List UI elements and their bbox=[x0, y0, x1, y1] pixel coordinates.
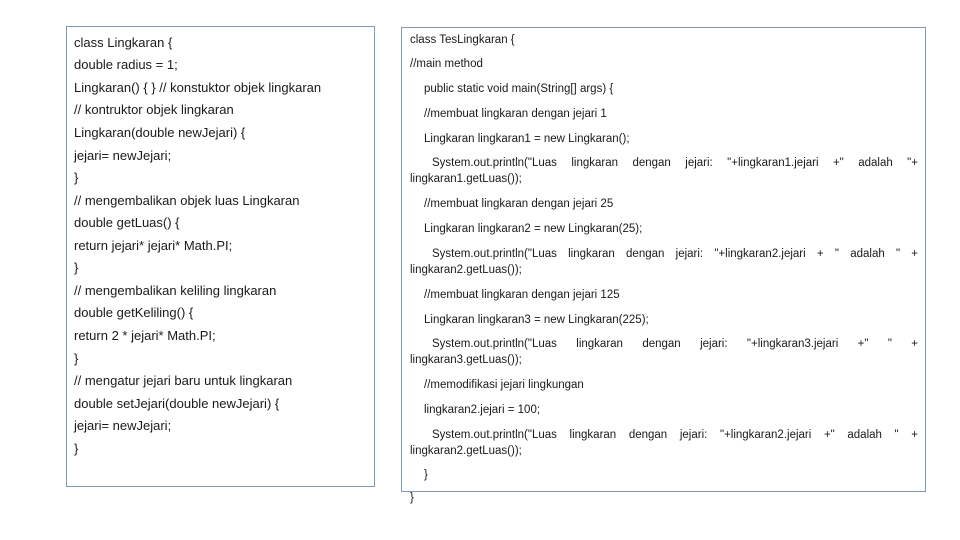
code-comment: //membuat lingkaran dengan jejari 1 bbox=[424, 108, 607, 120]
main-declaration: public static void main(String[] args) { bbox=[424, 83, 614, 95]
print-statement: System.out.println("Luas lingkaran dengan jejari: "+lingkaran2.jejari + " adalah " + lingkaran2.getLuas()); bbox=[410, 248, 918, 276]
code-line: return jejari* jejari* Math.PI; bbox=[74, 238, 233, 253]
code-line: jejari= newJejari; bbox=[74, 148, 172, 163]
code-line: } bbox=[74, 170, 79, 185]
code-line: // kontruktor objek lingkaran bbox=[74, 102, 234, 117]
code-comment: //membuat lingkaran dengan jejari 25 bbox=[424, 198, 614, 210]
code-line: double setJejari(double newJejari) { bbox=[74, 396, 280, 411]
lingkaran-code-panel bbox=[66, 26, 375, 487]
code-line: class Lingkaran { bbox=[74, 35, 173, 50]
class-declaration: class TesLingkaran { bbox=[410, 34, 515, 46]
code-line: } bbox=[74, 260, 79, 275]
code-line: return 2 * jejari* Math.PI; bbox=[74, 328, 216, 343]
print-statement: System.out.println("Luas lingkaran dengan jejari: "+lingkaran3.jejari +" " + lingkaran3.getLuas()); bbox=[410, 338, 918, 366]
closing-brace: } bbox=[410, 492, 414, 504]
teslingkaran-code-panel bbox=[401, 27, 926, 492]
code-line: } bbox=[74, 441, 79, 456]
code-comment: //memodifikasi jejari lingkungan bbox=[424, 379, 584, 391]
code-line: double radius = 1; bbox=[74, 57, 178, 72]
code-line: double getKeliling() { bbox=[74, 305, 194, 320]
code-comment: //main method bbox=[410, 58, 483, 70]
code-line: // mengatur jejari baru untuk lingkaran bbox=[74, 373, 293, 388]
print-statement: System.out.println("Luas lingkaran dengan jejari: "+lingkaran2.jejari +" adalah " + lingkaran2.getLuas()); bbox=[410, 429, 918, 457]
code-line: jejari= newJejari; bbox=[74, 418, 172, 433]
code-line: // mengembalikan objek luas Lingkaran bbox=[74, 193, 300, 208]
code-line: double getLuas() { bbox=[74, 215, 180, 230]
code-line: // mengembalikan keliling lingkaran bbox=[74, 283, 277, 298]
print-statement: System.out.println("Luas lingkaran dengan jejari: "+lingkaran1.jejari +" adalah "+ lingkaran1.getLuas()); bbox=[410, 157, 918, 185]
code-line: } bbox=[74, 351, 79, 366]
code-statement: Lingkaran lingkaran3 = new Lingkaran(225); bbox=[424, 314, 649, 326]
code-statement: Lingkaran lingkaran2 = new Lingkaran(25); bbox=[424, 223, 643, 235]
code-comment: //membuat lingkaran dengan jejari 125 bbox=[424, 289, 620, 301]
code-statement: lingkaran2.jejari = 100; bbox=[424, 404, 541, 416]
code-statement: Lingkaran lingkaran1 = new Lingkaran(); bbox=[424, 133, 630, 145]
closing-brace: } bbox=[424, 469, 428, 481]
code-line: Lingkaran() { } // konstuktor objek lingkaran bbox=[74, 80, 322, 95]
code-line: Lingkaran(double newJejari) { bbox=[74, 125, 246, 140]
